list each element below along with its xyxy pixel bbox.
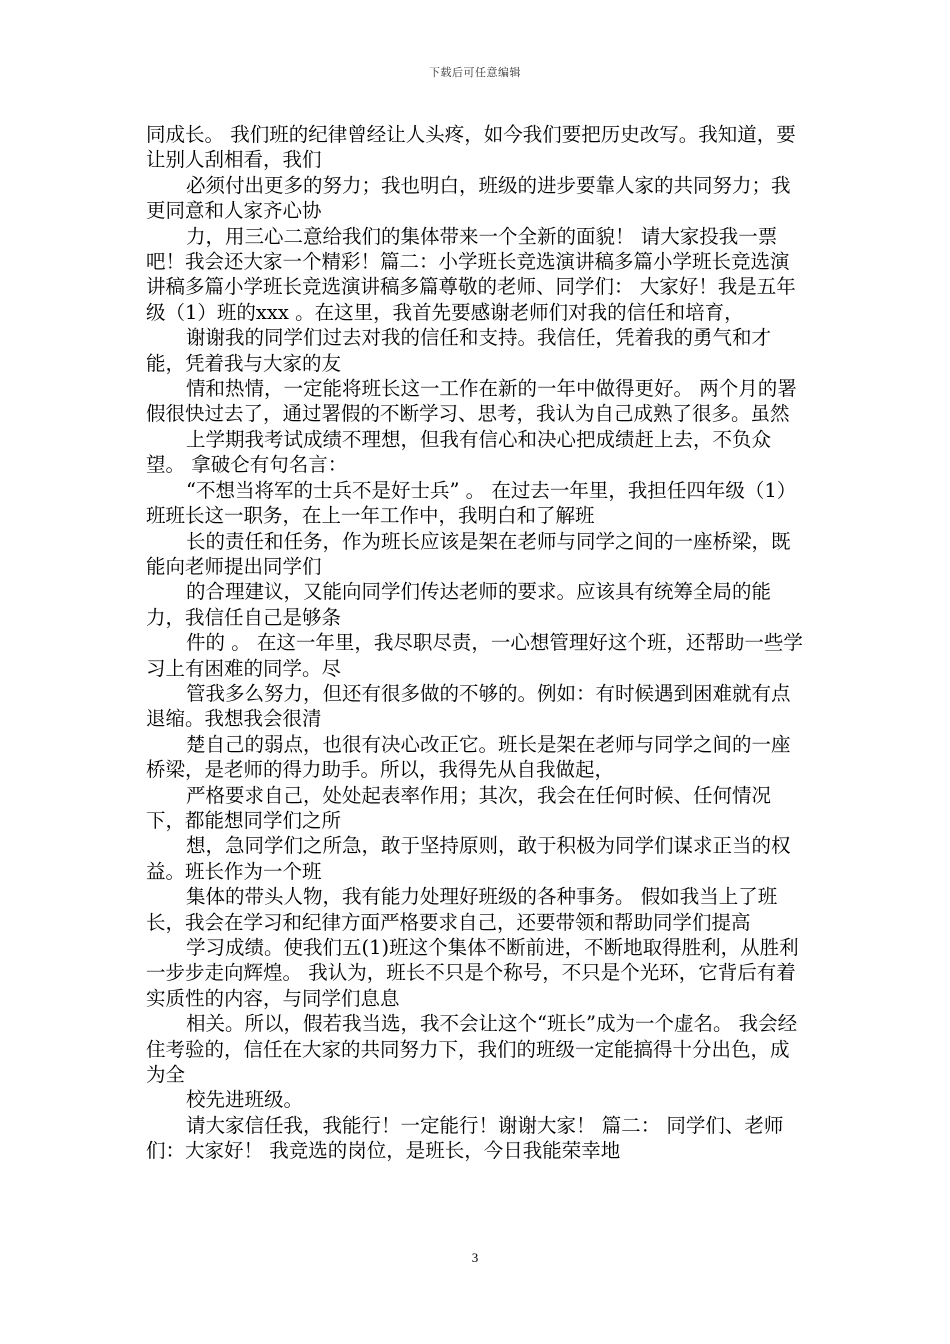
paragraph: 管我多么努力，但还有很多做的不够的。例如：有时候遇到困难就有点退缩。我想我会很清	[146, 681, 791, 731]
paragraph: 同成长。 我们班的纪律曾经让人头疼，如今我们要把历史改写。我知道，要让别人刮相看，我们	[146, 123, 796, 172]
paragraph: 楚自己的弱点，也很有决心改正它。班长是架在老师与同学之间的一座桥梁，是老师的得力助手。所以，我得先从自我做起，	[146, 732, 791, 782]
paragraph: 上学期我考试成绩不理想，但我有信心和决心把成绩赶上去，不负众望。 拿破仑有句名言：	[146, 427, 772, 477]
paragraph: 件的 。 在这一年里，我尽职尽责，一心想管理好这个班，还帮助一些学习上有困难的同学。尽	[146, 631, 803, 680]
page-number: 3	[471, 1250, 479, 1265]
paragraph: 想，急同学们之所急，敢于坚持原则，敢于积极为同学们谋求正当的权益。班长作为一个班	[146, 834, 791, 883]
paragraph: 力，用三心二意给我们的集体带来一个全新的面貌！ 请大家投我一票吧！我会还大家一个精彩！篇二：小学班长竞选演讲稿多篇小学班长竞选演讲稿多篇小学班长竞选演讲稿多篇尊敬的老师、同学们： 大家好！我是五年级（1）班的xxx 。在这里，我首先要感谢老师们对我的信任和培育，	[146, 224, 796, 324]
document-body	[146, 122, 806, 1164]
paragraph: 集体的带头人物，我有能力处理好班级的各种事务。 假如我当上了班长，我会在学习和纪律方面严格要求自己，还要带领和帮助同学们提高	[146, 885, 778, 934]
paragraph: “不想当将军的士兵不是好士兵” 。 在过去一年里，我担任四年级（1）班班长这一职务，在上一年工作中，我明白和了解班	[146, 478, 797, 528]
paragraph: 相关。所以，假若我当选，我不会让这个“班长”成为一个虚名。 我会经住考验的，信任在大家的共同努力下，我们的班级一定能搞得十分出色，成为全	[146, 1012, 798, 1087]
paragraph: 请大家信任我，我能行！一定能行！谢谢大家！ 篇二： 同学们、老师们：大家好！ 我竞选的岗位，是班长，今日我能荣幸地	[146, 1113, 784, 1163]
page-header: 下载后可任意编辑	[429, 66, 521, 79]
paragraph: 长的责任和任务，作为班长应该是架在老师与同学之间的一座桥梁，既能向老师提出同学们	[146, 529, 791, 578]
paragraph: 必须付出更多的努力；我也明白，班级的进步要靠人家的共同努力；我更同意和人家齐心协	[146, 173, 791, 223]
paragraph: 情和热情，一定能将班长这一工作在新的一年中做得更好。 两个月的署假很快过去了，通过署假的不断学习、思考，我认为自己成熟了很多。虽然	[146, 377, 797, 426]
paragraph: 严格要求自己，处处起表率作用；其次，我会在任何时候、任何情况下，都能想同学们之所	[146, 783, 772, 832]
paragraph: 学习成绩。使我们五(1)班这个集体不断前进，不断地取得胜利，从胜利一步步走向辉煌。 我认为，班长不只是个称号，不只是个光环，它背后有着实质性的内容，与同学们息息	[146, 936, 799, 1010]
paragraph: 谢谢我的同学们过去对我的信任和支持。我信任，凭着我的勇气和才能，凭着我与大家的友	[146, 326, 772, 375]
paragraph: 校先进班级。	[186, 1088, 304, 1112]
paragraph: 的合理建议，又能向同学们传达老师的要求。应该具有统筹全局的能力，我信任自己是够条	[146, 580, 772, 629]
